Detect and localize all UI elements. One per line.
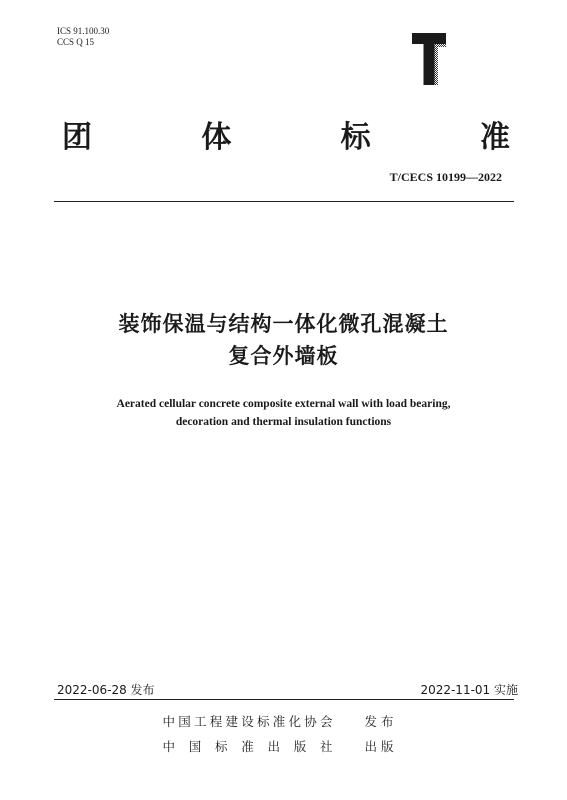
press-role: 出 版: [364, 739, 394, 754]
press-name: 中 国 标 准 出 版 社: [162, 739, 333, 754]
standard-type-char: 准: [479, 120, 510, 155]
bottom-divider: [54, 699, 514, 700]
title-en-line-2: decoration and thermal insulation functions: [175, 416, 392, 428]
title-cn-line-1: 装饰保温与结构一体化微孔混凝土: [118, 312, 449, 336]
standard-type-char: 体: [201, 120, 232, 155]
standard-type-char: 团: [62, 120, 92, 155]
implement-date: 2022-11-01 实施: [420, 683, 518, 697]
publisher-role: 发 布: [364, 714, 394, 729]
title-cn-line-2: 复合外墙板: [228, 344, 339, 368]
standard-type-heading: [62, 112, 510, 156]
publisher-row: [0, 712, 567, 730]
ics-code: ICS 91.100.30: [57, 26, 110, 36]
standard-number: T/CECS 10199—2022: [389, 170, 502, 184]
top-divider: [54, 201, 514, 202]
category-letter-logo: [412, 33, 446, 85]
standard-type-char: 标: [340, 120, 371, 155]
title-en-line-1: Aerated cellular concrete composite external wall with load bearing,: [116, 398, 451, 410]
classification-codes: [57, 26, 109, 48]
press-row: [0, 737, 567, 755]
issue-date: 2022-06-28 发布: [57, 683, 155, 697]
publisher-name: 中国工程建设标准化协会: [162, 714, 333, 729]
ccs-code: CCS Q 15: [57, 37, 95, 47]
